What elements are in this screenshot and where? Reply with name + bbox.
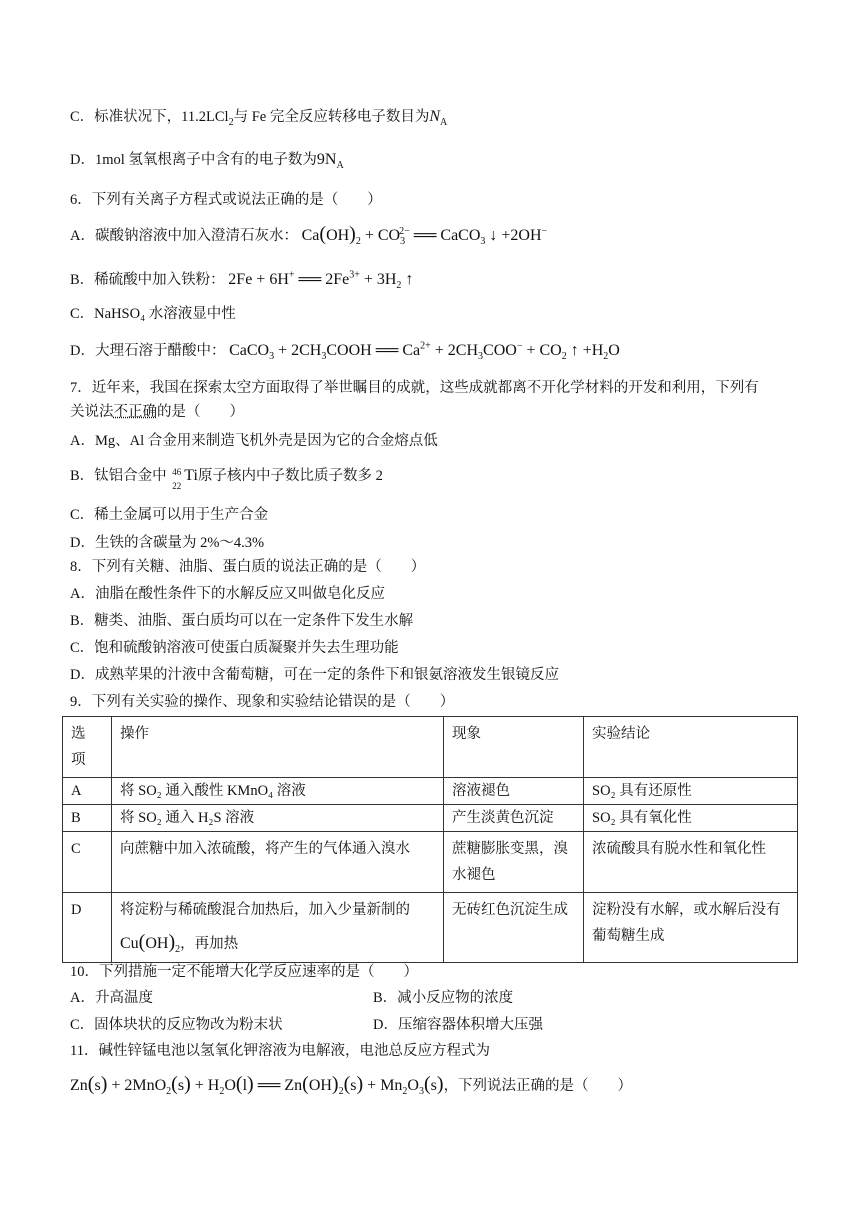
q7-option-a: A．Mg、Al 合金用来制造飞机外壳是因为它的合金熔点低 [70, 433, 438, 449]
row-b-phenomenon: 产生淡黄色沉淀 [444, 805, 584, 832]
q6-equation-a: $Ca(OH)_2 + CO_3^{2-}$ ══ CaCO$_3$ ↓ +2OH− [301, 223, 548, 248]
header-operation: 操作 [112, 717, 444, 778]
q7-option-b: B．钛铝合金中 46 22 Ti原子核内中子数比质子数多 2 [70, 467, 383, 491]
q10-option-d: D．压缩容器体积增大压强 [373, 1017, 543, 1033]
q6-equation-b: 2Fe + 6H+ ══ $2Fe^{3+} + 3H_2$ ↑ [228, 269, 414, 292]
table-row [63, 778, 798, 805]
row-d-option: D [63, 893, 112, 963]
q7-option-c: C．稀土金属可以用于生产合金 [70, 507, 269, 523]
row-a-phenomenon: 溶液褪色 [444, 778, 584, 805]
q7-stem-line1: 7．近年来，我国在探索太空方面取得了举世瞩目的成就，这些成就都离不开化学材料的开发和利用，下列有 [70, 380, 759, 396]
q8-option-c: C．饱和硫酸钠溶液可使蛋白质凝聚并失去生理功能 [70, 640, 399, 656]
q8-stem: 8．下列有关糖、油脂、蛋白质的说法正确的是（ ） [70, 559, 426, 575]
q7-stem-line2: 关说法不正确的是（ ） [70, 404, 244, 420]
q10-stem: 10．下列措施一定不能增大化学反应速率的是（ ） [70, 964, 418, 980]
header-phenomenon: 现象 [444, 717, 584, 778]
q11-stem: 11．碱性锌锰电池以氢氧化钾溶液为电解液，电池总反应方程式为 [70, 1043, 490, 1059]
row-c-phenomenon: 蔗糖膨胀变黑，溴水褪色 [444, 832, 584, 893]
q6-equation-d: CaCO$_3$ + $2CH_3COOH$ ══ $Ca^{2+} + 2CH_3COO^- + CO_2$ ↑ $+H_2O$ [229, 340, 620, 363]
table-row [63, 805, 798, 832]
q10-option-a: A．升高温度 [70, 990, 153, 1006]
q9-table [62, 716, 798, 963]
q6-stem: 6．下列有关离子方程式或说法正确的是（ ） [70, 192, 382, 208]
q8-option-d: D．成熟苹果的汁液中含葡萄糖，可在一定的条件下和银氨溶液发生银镜反应 [70, 667, 559, 683]
row-d-operation-line1: 将淀粉与稀硫酸混合加热后，加入少量新制的 [120, 902, 410, 918]
row-a-conclusion: SO₂ 具有还原性 [584, 778, 798, 805]
row-b-conclusion: SO₂ 具有氧化性 [584, 805, 798, 832]
header-option: 选 项 [63, 717, 112, 778]
table-row [63, 893, 798, 963]
q10-option-c: C．固体块状的反应物改为粉末状 [70, 1017, 283, 1033]
row-d-conclusion: 淀粉没有水解，或水解后没有葡萄糖生成 [584, 893, 798, 963]
row-a-operation: 将 SO₂ 通入酸性 KMnO₄ 溶液 [112, 778, 444, 805]
row-b-operation: 将 SO₂ 通入 H₂S 溶液 [112, 805, 444, 832]
q7-isotope-notation: 46 22 [172, 467, 182, 491]
q6-option-b: B．稀硫酸中加入铁粉： 2Fe + 6H+ ══ $2Fe^{3+} + 3H_2$ ↑ [70, 269, 414, 292]
q7-option-d: D．生铁的含碳量为 2%～4.3% [70, 535, 265, 551]
q10-option-b: B．减小反应物的浓度 [373, 990, 514, 1006]
q8-option-a: A．油脂在酸性条件下的水解反应又叫做皂化反应 [70, 586, 385, 602]
row-c-conclusion: 浓硫酸具有脱水性和氧化性 [584, 832, 798, 893]
row-d-operation-line2: $Cu(OH)_2$，再加热 [120, 931, 239, 956]
row-a-option: A [63, 778, 112, 805]
header-conclusion: 实验结论 [584, 717, 798, 778]
row-b-option: B [63, 805, 112, 832]
row-c-operation: 向蔗糖中加入浓硫酸，将产生的气体通入溴水 [112, 832, 444, 893]
row-c-option: C [63, 832, 112, 893]
q11-equation: $Zn(s) + 2MnO_2(s) + H_2O(l)$ ══ $Zn(OH)_2(s) + Mn_2O_3(s)$ [70, 1073, 444, 1098]
q8-option-b: B．糖类、油脂、蛋白质均可以在一定条件下发生水解 [70, 613, 414, 629]
row-d-phenomenon: 无砖红色沉淀生成 [444, 893, 584, 963]
q6-option-d: D．大理石溶于醋酸中： CaCO$_3$ + $2CH_3COOH$ ══ $Ca^{2+} + 2CH_3COO^- + CO_2$ ↑ $+H_2O$ [70, 340, 620, 363]
table-row [63, 832, 798, 893]
q6-option-c: C．NaHSO₄ 水溶液显中性 [70, 306, 236, 322]
q11-equation-line: $Zn(s) + 2MnO_2(s) + H_2O(l)$ ══ $Zn(OH)_2(s) + Mn_2O_3(s)$，下列说法正确的是（ ） [70, 1073, 633, 1098]
q5-option-c: C．标准状况下，11.2LCl$_2$与 Fe 完全反应转移电子数目为$N_A$ [70, 108, 448, 128]
table-header-row [63, 717, 798, 778]
q5-option-d: D．1mol 氢氧根离子中含有的电子数为$9N_A$ [70, 151, 344, 171]
row-d-operation [112, 893, 444, 963]
q6-option-a: A．碳酸钠溶液中加入澄清石灰水： $Ca(OH)_2 + CO_3^{2-}$ ══ CaCO$_3$ ↓ +2OH− [70, 223, 548, 248]
q9-stem: 9．下列有关实验的操作、现象和实验结论错误的是（ ） [70, 694, 455, 710]
